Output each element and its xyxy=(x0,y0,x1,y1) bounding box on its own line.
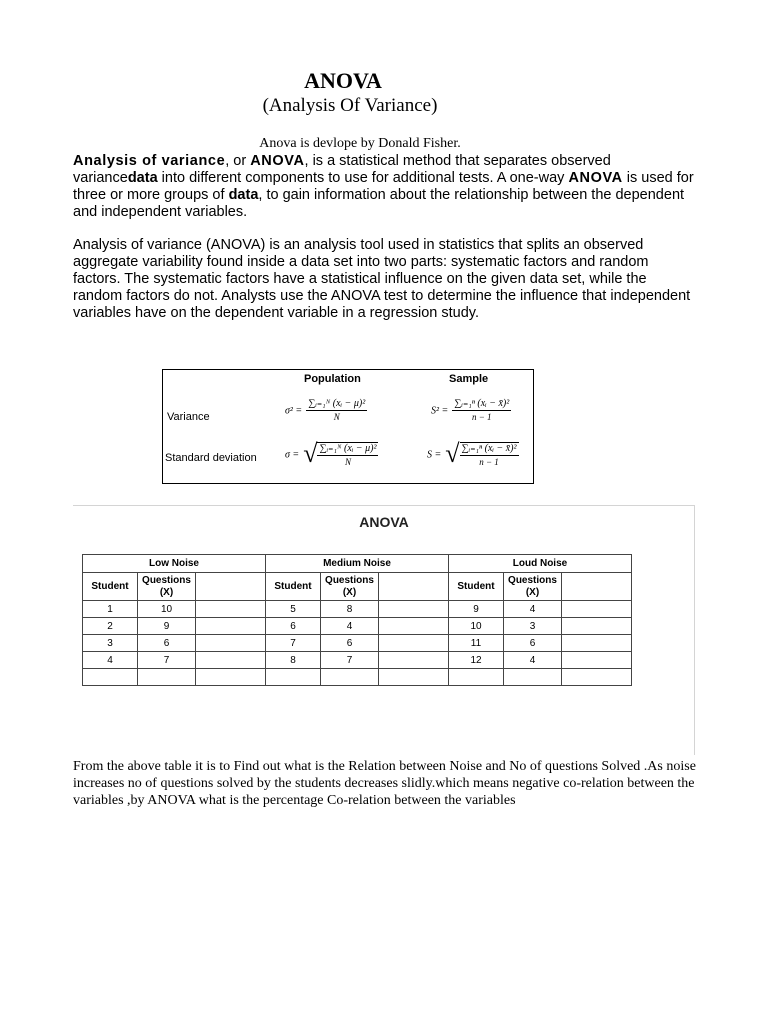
noise-questions-table xyxy=(82,554,632,686)
header-questions: Questions (X) xyxy=(138,573,196,601)
table-row: 2 9 6 4 10 3 xyxy=(83,618,632,635)
header-student: Student xyxy=(449,573,504,601)
term-data-2: data xyxy=(228,187,259,203)
document-title: ANOVA xyxy=(304,68,382,93)
row-variance: Variance xyxy=(167,411,210,423)
column-sample: Sample xyxy=(449,373,489,385)
table-row-empty xyxy=(83,669,632,686)
term-anova-2: ANOVA xyxy=(568,170,623,186)
term-data: data xyxy=(127,170,158,186)
population-variance-formula: σ² = $\frac{\text{∑ᵢ₌₁ᴺ (xᵢ − μ)²}}{N}$ xyxy=(285,398,366,422)
column-population: Population xyxy=(304,373,361,385)
table-row: 3 6 7 6 11 6 xyxy=(83,635,632,652)
header-student: Student xyxy=(83,573,138,601)
header-questions: Questions (X) xyxy=(321,573,379,601)
header-questions: Questions (X) xyxy=(504,573,562,601)
variance-formula-figure xyxy=(162,369,534,484)
population-sd-formula: σ = √ $\frac{\text{∑ᵢ₌₁ᴺ (xᵢ − μ)²}}{N}$ xyxy=(285,439,377,468)
document-subtitle: (Analysis Of Variance) xyxy=(262,95,438,116)
author-line: Anova is devlope by Donald Fisher. xyxy=(259,136,461,151)
sqrt-icon: √ xyxy=(445,439,460,468)
anova-table-title: ANOVA xyxy=(359,514,409,530)
intro-paragraph: Analysis of variance, or ANOVA, is a statistical method that separates observed variancedata into different components to use for additional tests. A one-way ANOVA is used for three or more groups of data, to gain information about the relationship between the dependent and independent variables. xyxy=(73,153,694,220)
header-student: Student xyxy=(266,573,321,601)
row-standard-deviation: Standard deviation xyxy=(165,452,257,464)
sample-variance-formula: S² = $\frac{\text{∑ᵢ₌₁ⁿ (xᵢ − x̄)²}}{n - 1}$ xyxy=(431,398,510,422)
group-header-loud: Loud Noise xyxy=(449,555,632,573)
table-row: 1 10 5 8 9 4 xyxy=(83,601,632,618)
group-header-medium: Medium Noise xyxy=(266,555,449,573)
term-analysis-of-variance: Analysis of variance xyxy=(73,153,226,169)
anova-table-figure xyxy=(73,505,695,755)
group-header-low: Low Noise xyxy=(83,555,266,573)
term-anova: ANOVA xyxy=(250,153,305,169)
sqrt-icon: √ xyxy=(303,439,318,468)
table-row: 4 7 8 7 12 4 xyxy=(83,652,632,669)
definition-paragraph: Analysis of variance (ANOVA) is an analysis tool used in statistics that splits an observed aggregate variability found inside a data set into two parts: systematic factors and random factors. The systematic factors have a statistical influence on the given data set, while the random factors do not. Analysts use the ANOVA test to determine the influence that independent variables have on the dependent variable in a regression study. xyxy=(73,237,691,321)
conclusion-paragraph: From the above table it is to Find out what is the Relation between Noise and No of questions Solved .As noise increases no of questions solved by the students decreases slidly.which means negative co-relation between the variables ,by ANOVA what is the percentage Co-relation between the variables xyxy=(73,759,696,808)
sample-sd-formula: S = √ $\frac{\text{∑ᵢ₌₁ⁿ (xᵢ − x̄)²}}{n - 1}$ xyxy=(427,439,517,468)
